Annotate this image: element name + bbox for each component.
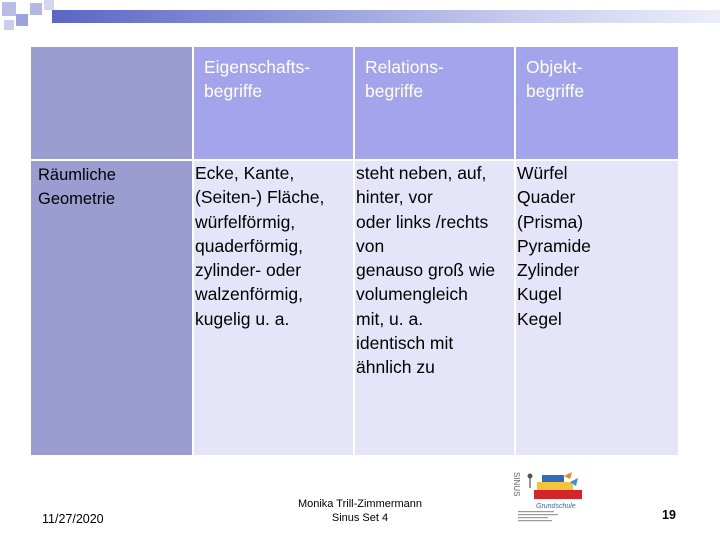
- cell-eigenschaften: [194, 161, 353, 455]
- title-gradient-bar: [52, 10, 720, 23]
- cell-line: genauso groß wie: [356, 260, 496, 281]
- header-objektbegriffe: [516, 47, 678, 159]
- decor-square: [30, 3, 42, 15]
- text-line: Relations-: [365, 57, 444, 77]
- cell-line: Quader: [517, 187, 576, 208]
- cell-relationen: [355, 161, 514, 455]
- cell-line: Kugel: [517, 284, 562, 305]
- text-line: Objekt-: [526, 57, 583, 77]
- cell-line: identisch mit: [356, 333, 454, 354]
- footer-author: [280, 497, 440, 525]
- sinus-grundschule-logo: [508, 466, 588, 528]
- cell-line: kugelig u. a.: [195, 308, 290, 329]
- header-eigenschaftsbegriffe: [194, 47, 353, 159]
- cell-objekte: [516, 161, 678, 455]
- cell-line: mit, u. a.: [356, 308, 424, 329]
- cell-line: Ecke, Kante,: [195, 163, 295, 183]
- cell-line: (Prisma): [517, 211, 584, 232]
- cell-line: (Seiten-) Fläche,: [195, 187, 325, 208]
- decor-square: [2, 2, 16, 16]
- cell-line: zylinder- oder: [195, 260, 302, 281]
- text-line: begriffe: [526, 81, 585, 101]
- cell-line: volumengleich: [356, 284, 468, 305]
- header-text: [204, 55, 343, 103]
- cell-line: steht neben, auf,: [356, 163, 487, 183]
- logo-vertical-text: SINUS: [512, 472, 521, 497]
- decor-square: [4, 20, 14, 30]
- cell-line: Zylinder: [517, 260, 580, 281]
- header-text: [365, 55, 504, 103]
- header-text: [526, 55, 668, 103]
- decor-square: [44, 0, 54, 10]
- concept-table: [31, 47, 678, 455]
- cell-line: ähnlich zu: [356, 357, 435, 378]
- cell-line: hinter, vor: [356, 187, 433, 208]
- decor-square: [16, 14, 28, 26]
- cell-line: von: [356, 235, 385, 256]
- author-name: Monika Trill-Zimmermann: [297, 498, 423, 510]
- text-line: begriffe: [365, 81, 424, 101]
- footer-date: 11/27/2020: [42, 512, 104, 526]
- cell-line: oder links /rechts: [356, 211, 489, 232]
- cell-line: Kegel: [517, 308, 562, 329]
- page-number: 19: [662, 508, 676, 522]
- text-line: Räumliche: [38, 166, 116, 184]
- logo-caption: Grundschule: [536, 503, 576, 510]
- row-label-text: [38, 163, 185, 211]
- row-label-raeumliche-geometrie: [31, 161, 192, 455]
- cell-line: würfelförmig,: [195, 211, 296, 232]
- text-line: begriffe: [204, 81, 263, 101]
- cell-line: quaderförmig,: [195, 235, 303, 256]
- cell-line: Würfel: [517, 163, 568, 183]
- cell-line: walzenförmig,: [195, 284, 303, 305]
- cell-line: Pyramide: [517, 235, 591, 256]
- text-line: Geometrie: [38, 190, 116, 208]
- header-relationsbegriffe: [355, 47, 514, 159]
- author-set: Sinus Set 4: [331, 512, 389, 524]
- text-line: Eigenschafts-: [204, 57, 311, 77]
- table-corner-cell: [31, 47, 192, 159]
